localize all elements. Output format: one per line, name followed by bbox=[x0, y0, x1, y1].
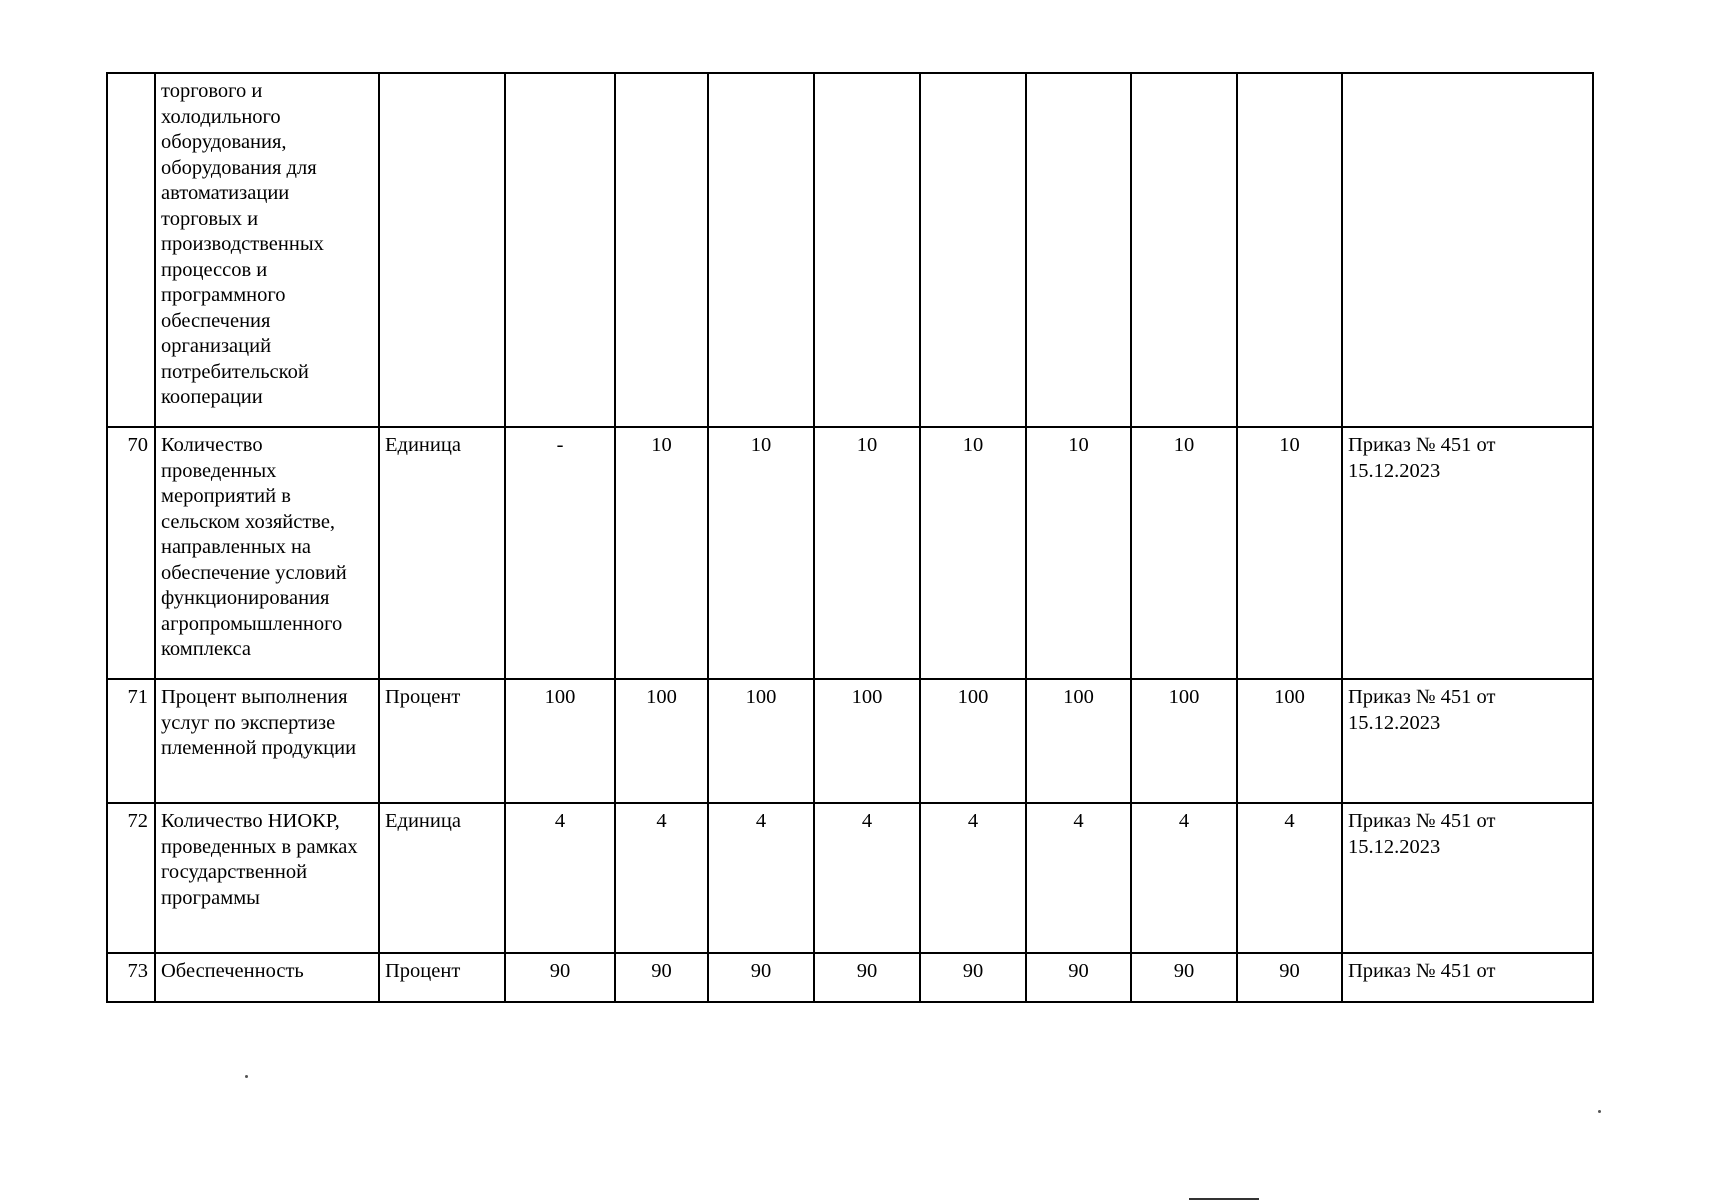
scan-speck bbox=[245, 1075, 248, 1078]
value-cell: 10 bbox=[920, 427, 1026, 679]
value-cell bbox=[708, 73, 814, 427]
value-cell bbox=[505, 73, 615, 427]
value-cell: 100 bbox=[1131, 679, 1237, 803]
indicator-name: Количество НИОКР, проведенных в рамках государственной программы bbox=[155, 803, 379, 953]
value-cell: 4 bbox=[1237, 803, 1342, 953]
value-cell bbox=[814, 73, 920, 427]
indicator-name: Процент выполнения услуг по экспертизе племенной продукции bbox=[155, 679, 379, 803]
unit-cell: Единица bbox=[379, 803, 505, 953]
value-cell: 90 bbox=[1131, 953, 1237, 1002]
value-cell: 90 bbox=[708, 953, 814, 1002]
source-document: Приказ № 451 от 15.12.2023 bbox=[1342, 803, 1593, 953]
unit-cell bbox=[379, 73, 505, 427]
value-cell: 4 bbox=[615, 803, 708, 953]
source-document bbox=[1342, 73, 1593, 427]
value-cell: 10 bbox=[1131, 427, 1237, 679]
value-cell: 10 bbox=[615, 427, 708, 679]
value-cell: 100 bbox=[1026, 679, 1131, 803]
value-cell: 10 bbox=[708, 427, 814, 679]
value-cell bbox=[1026, 73, 1131, 427]
value-cell: 90 bbox=[920, 953, 1026, 1002]
value-cell: 10 bbox=[1237, 427, 1342, 679]
value-cell: - bbox=[505, 427, 615, 679]
value-cell: 90 bbox=[615, 953, 708, 1002]
unit-cell: Процент bbox=[379, 953, 505, 1002]
value-cell: 10 bbox=[1026, 427, 1131, 679]
row-number: 73 bbox=[107, 953, 155, 1002]
value-cell: 100 bbox=[814, 679, 920, 803]
source-document: Приказ № 451 от 15.12.2023 bbox=[1342, 679, 1593, 803]
value-cell: 4 bbox=[1131, 803, 1237, 953]
value-cell bbox=[920, 73, 1026, 427]
value-cell: 4 bbox=[505, 803, 615, 953]
table-row bbox=[107, 73, 1593, 427]
value-cell: 4 bbox=[708, 803, 814, 953]
value-cell: 100 bbox=[708, 679, 814, 803]
row-number: 72 bbox=[107, 803, 155, 953]
value-cell: 100 bbox=[1237, 679, 1342, 803]
source-document: Приказ № 451 от bbox=[1342, 953, 1593, 1002]
row-number bbox=[107, 73, 155, 427]
indicators-table bbox=[106, 72, 1594, 1003]
value-cell: 100 bbox=[505, 679, 615, 803]
value-cell: 90 bbox=[814, 953, 920, 1002]
value-cell bbox=[615, 73, 708, 427]
value-cell: 10 bbox=[814, 427, 920, 679]
source-document: Приказ № 451 от 15.12.2023 bbox=[1342, 427, 1593, 679]
table-row bbox=[107, 679, 1593, 803]
indicator-name: торгового и холодильного оборудования, оборудования для автоматизации торговых и производственных процессов и программного обеспечения организаций потребительской кооперации bbox=[155, 73, 379, 427]
value-cell: 4 bbox=[814, 803, 920, 953]
unit-cell: Единица bbox=[379, 427, 505, 679]
row-number: 70 bbox=[107, 427, 155, 679]
indicator-name: Количество проведенных мероприятий в сельском хозяйстве, направленных на обеспечение условий функционирования агропромышленного комплекса bbox=[155, 427, 379, 679]
table-row bbox=[107, 953, 1593, 1002]
unit-cell: Процент bbox=[379, 679, 505, 803]
value-cell: 4 bbox=[1026, 803, 1131, 953]
indicator-name: Обеспеченность bbox=[155, 953, 379, 1002]
value-cell: 90 bbox=[1237, 953, 1342, 1002]
value-cell bbox=[1237, 73, 1342, 427]
value-cell: 4 bbox=[920, 803, 1026, 953]
value-cell: 90 bbox=[505, 953, 615, 1002]
value-cell: 90 bbox=[1026, 953, 1131, 1002]
scan-speck bbox=[1598, 1110, 1601, 1113]
value-cell: 100 bbox=[920, 679, 1026, 803]
value-cell: 100 bbox=[615, 679, 708, 803]
table-row bbox=[107, 803, 1593, 953]
row-number: 71 bbox=[107, 679, 155, 803]
table-row bbox=[107, 427, 1593, 679]
value-cell bbox=[1131, 73, 1237, 427]
